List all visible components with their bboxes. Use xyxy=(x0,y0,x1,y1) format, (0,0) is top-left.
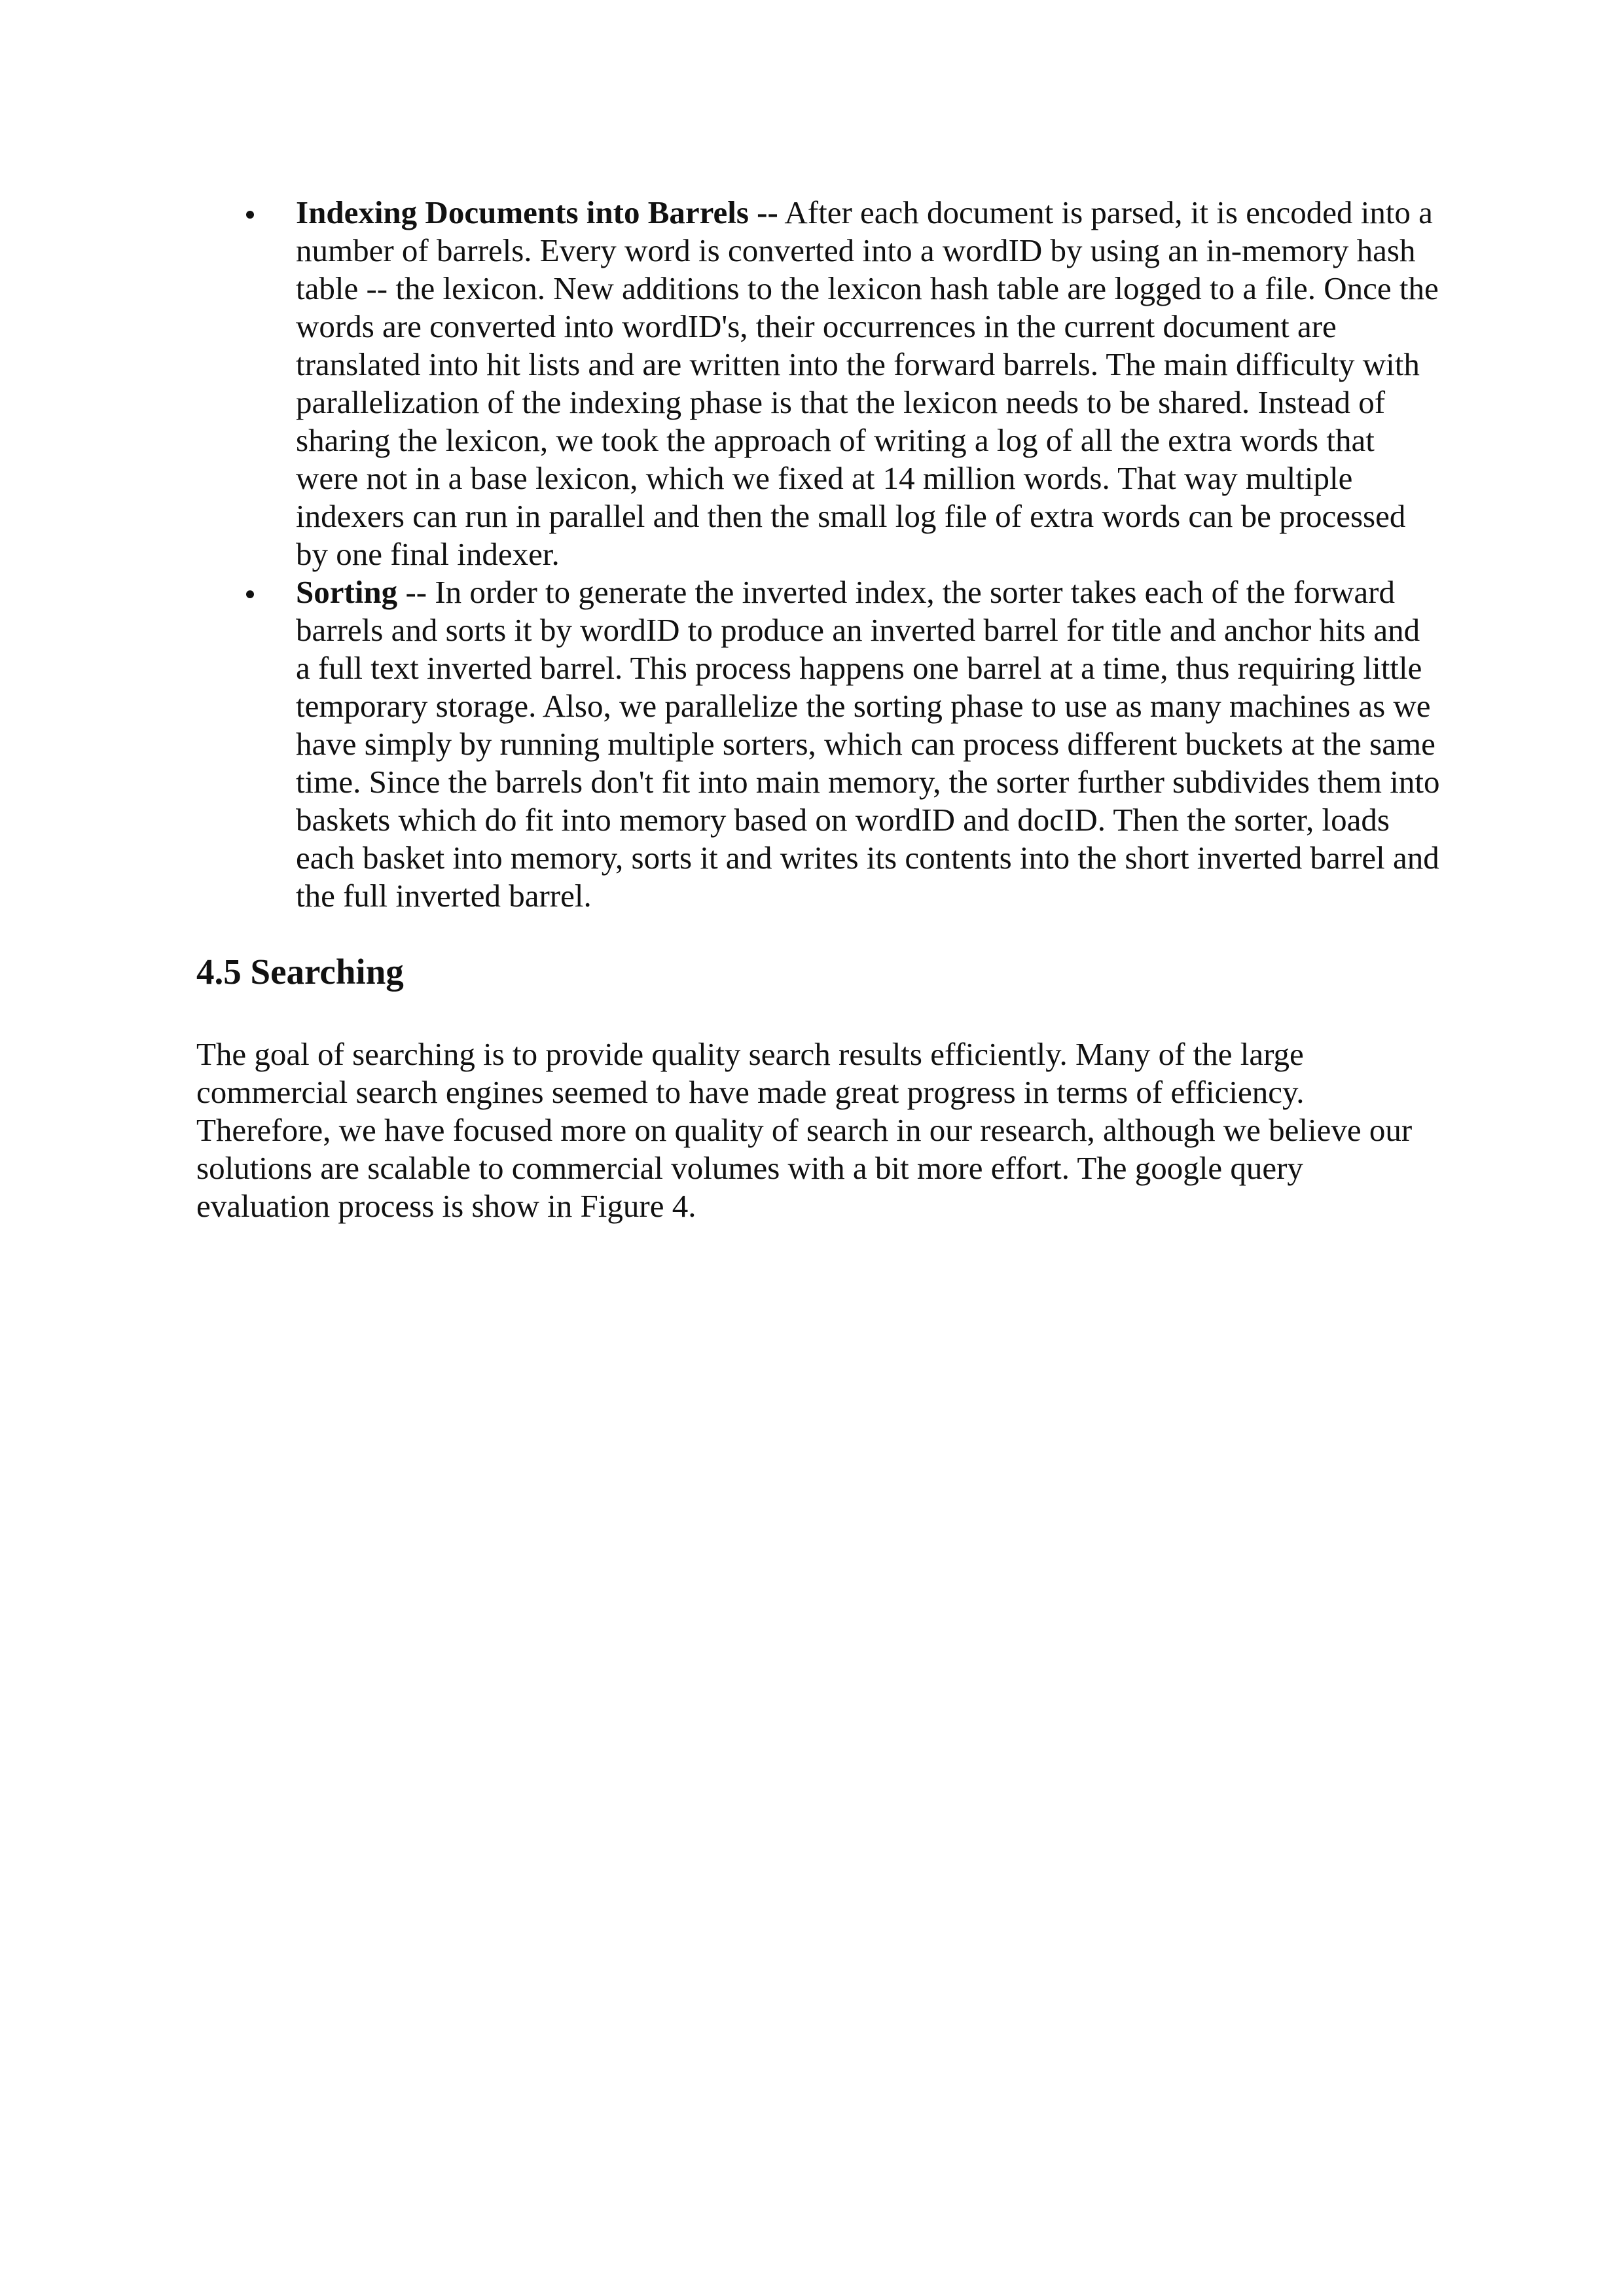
section-paragraph: The goal of searching is to provide quality search results efficiently. Many of the large commercial search engines seemed to have made great progress in terms of efficiency. Therefore, we have focused more on quality of search in our research, although we believe our solutions are scalable to commercial volumes with a bit more effort. The google query evaluation process is show in Figure 4. xyxy=(196,1036,1413,1224)
bullet-term-sorting: Sorting xyxy=(296,574,398,610)
bullet-icon xyxy=(246,211,254,219)
list-item-sorting xyxy=(196,573,1440,915)
bullet-list xyxy=(196,194,1440,915)
bullet-text-sorting: -- In order to generate the inverted index, the sorter takes each of the forward barrels and sorts it by wordID to produce an inverted barrel for title and anchor hits and a full text inverted barrel. This process happens one barrel at a time, thus requiring little temporary storage. Also, we parallelize the sorting phase to use as many machines as we have simply by running multiple sorters, which can process different buckets at the same time. Since the barrels don't fit into main memory, the sorter further subdivides them into baskets which do fit into memory based on wordID and docID. Then the sorter, loads each basket into memory, sorts it and writes its contents into the short inverted barrel and the full inverted barrel. xyxy=(296,574,1440,914)
list-item-indexing xyxy=(196,194,1440,573)
bullet-icon xyxy=(246,590,254,598)
bullet-term-indexing: Indexing Documents into Barrels -- xyxy=(296,194,778,230)
section-heading: 4.5 Searching xyxy=(196,952,404,992)
bullet-text-indexing: After each document is parsed, it is encoded into a number of barrels. Every word is converted into a wordID by using an in-memory hash table -- the lexicon. New additions to the lexicon hash table are logged to a file. Once the words are converted into wordID's, their occurrences in the current document are translated into hit lists and are written into the forward barrels. The main difficulty with parallelization of the indexing phase is that the lexicon needs to be shared. Instead of sharing the lexicon, we took the approach of writing a log of all the extra words that were not in a base lexicon, which we fixed at 14 million words. That way multiple indexers can run in parallel and then the small log file of extra words can be processed by one final indexer. xyxy=(296,194,1439,572)
